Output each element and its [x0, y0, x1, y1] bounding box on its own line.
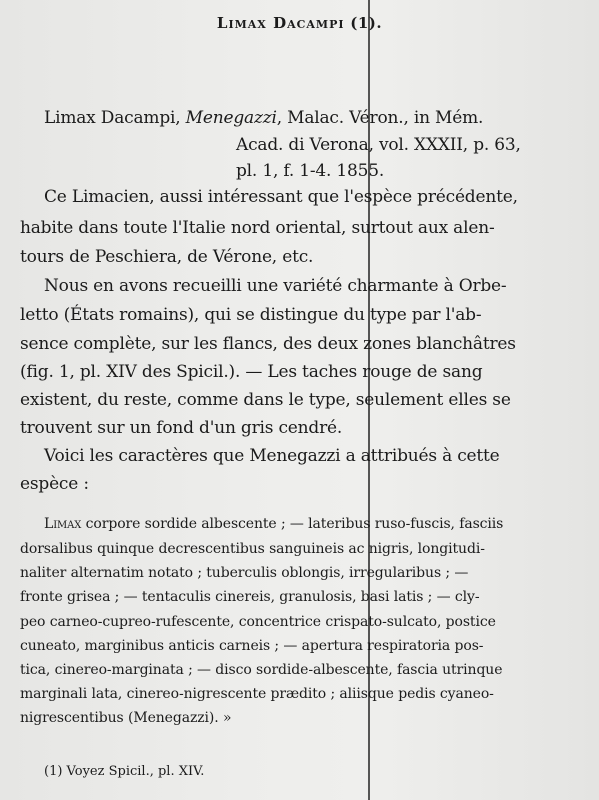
reference-source: , Malac. Véron., in Mém.: [276, 108, 484, 128]
latin-line-9: nigrescentibus (Menegazzi). »: [20, 710, 232, 726]
paragraph-2-line-6: trouvent sur un fond d'un gris cendré.: [20, 418, 343, 438]
latin-line-1: [44, 516, 503, 532]
page-title: [0, 14, 599, 32]
footnote: (1) Voyez Spicil., pl. XIV.: [44, 764, 205, 779]
latin-line-6: cuneato, marginibus anticis carneis ; — apertura respiratoria pos-: [20, 638, 484, 654]
reference-author: Menegazzi: [185, 108, 277, 128]
latin-line-3: naliter alternatim notato ; tuberculis oblongis, irregularibus ; —: [20, 565, 469, 581]
latin-line-1-rest: corpore sordide albescente ; — lateribus ruso-fuscis, fasciis: [81, 516, 504, 532]
latin-line-4: fronte grisea ; — tentaculis cinereis, granulosis, basi latis ; — cly-: [20, 589, 480, 605]
paragraph-2-line-3: sence complète, sur les flancs, des deux zones blanchâtres: [20, 334, 516, 354]
paragraph-2-line-2: letto (États romains), qui se distingue du type par l'ab-: [20, 305, 482, 325]
latin-line-7: tica, cinereo-marginata ; — disco sordide-albescente, fascia utrinque: [20, 662, 503, 678]
title-footnote-ref: (1).: [350, 14, 383, 32]
reference-line-1: [44, 108, 483, 128]
paragraph-1-line-3: tours de Peschiera, de Vérone, etc.: [20, 247, 314, 267]
reference-line-2: Acad. di Verona, vol. XXXII, p. 63,: [236, 135, 521, 155]
paragraph-3-line-1: Voici les caractères que Menegazzi a attribués à cette: [44, 446, 500, 466]
latin-line-2: dorsalibus quinque decrescentibus sanguineis ac nigris, longitudi-: [20, 541, 485, 557]
paragraph-3-line-2: espèce :: [20, 474, 89, 494]
reference-line-3: pl. 1, f. 1-4. 1855.: [236, 161, 385, 181]
paragraph-2-line-1: Nous en avons recueilli une variété charmante à Orbe-: [44, 276, 507, 296]
reference-name: Limax Dacampi,: [44, 108, 186, 128]
paragraph-1-line-2: habite dans toute l'Italie nord oriental, surtout aux alen-: [20, 218, 495, 238]
latin-genus: Limax: [44, 516, 82, 532]
paragraph-1-line-1: Ce Limacien, aussi intéressant que l'espèce précédente,: [44, 187, 518, 207]
paragraph-2-line-4: (fig. 1, pl. XIV des Spicil.). — Les taches rouge de sang: [20, 362, 483, 382]
paragraph-2-line-5: existent, du reste, comme dans le type, seulement elles se: [20, 390, 511, 410]
latin-line-8: marginali lata, cinereo-nigrescente prædito ; aliisque pedis cyaneo-: [20, 686, 494, 702]
title-name: Limax Dacampi: [216, 14, 345, 32]
latin-line-5: peo carneo-cupreo-rufescente, concentrice crispato-sulcato, postice: [20, 614, 496, 630]
